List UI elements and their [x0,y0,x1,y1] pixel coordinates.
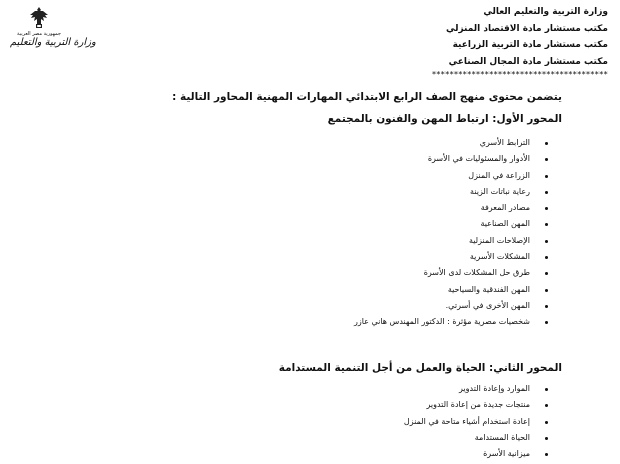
list-item: مصادر المعرفة [354,200,548,216]
header-line-industrial: مكتب مستشار مادة المجال الصناعي [448,56,608,67]
list-item: طرق حل المشكلات لدى الأسرة [354,265,548,281]
list-item: المهن الصناعية [354,216,548,232]
header-line-ministry: وزارة التربية والتعليم العالي [483,7,608,17]
list-item: المهن الفندقية والسياحية [354,282,548,298]
section-1-heading: المحور الأول: ارتباط المهن والفنون بالمجتمع [327,113,562,125]
section-2-heading: المحور الثاني: الحياة والعمل من أجل التنمية المستدامة [278,362,562,374]
list-item: إعادة استخدام أشياء متاحة في المنزل [404,414,548,430]
eagle-emblem-icon [29,6,49,30]
intro-text: يتضمن محتوى منهج الصف الرابع الابتدائي المهارات المهنية المحاور التالية : [172,91,562,103]
list-item: شخصيات مصرية مؤثرة : الدكتور المهندس هاني عازر [354,314,548,330]
list-item: المهن الأخرى في أسرتي. [354,298,548,314]
logo-script-text: وزارة التربية والتعليم [10,37,96,48]
header-line-agriculture: مكتب مستشار مادة التربية الزراعية [452,40,608,50]
list-item: الموارد وإعادة التدوير [404,381,548,397]
list-item: الإصلاحات المنزلية [354,233,548,249]
list-item: الحياة المستدامة [404,430,548,446]
header-line-home-economics: مكتب مستشار مادة الاقتصاد المنزلي [445,23,608,34]
list-item: الأدوار والمسئوليات في الأسرة [354,151,548,167]
list-item: المشكلات الأسرية [354,249,548,265]
ministry-header [446,4,608,70]
list-item: رعاية نباتات الزينة [354,184,548,200]
section-2-list [404,381,548,462]
section-1-list [354,135,548,331]
list-item: الترابط الأسري [354,135,548,151]
logo-caption: جمهورية مصر العربية [17,31,61,37]
list-item: الزراعة في المنزل [354,168,548,184]
header-separator: **************************************** [432,70,608,79]
list-item: منتجات جديدة من إعادة التدوير [404,397,548,413]
list-item: ميزانية الأسرة [404,446,548,462]
ministry-logo [10,6,96,48]
